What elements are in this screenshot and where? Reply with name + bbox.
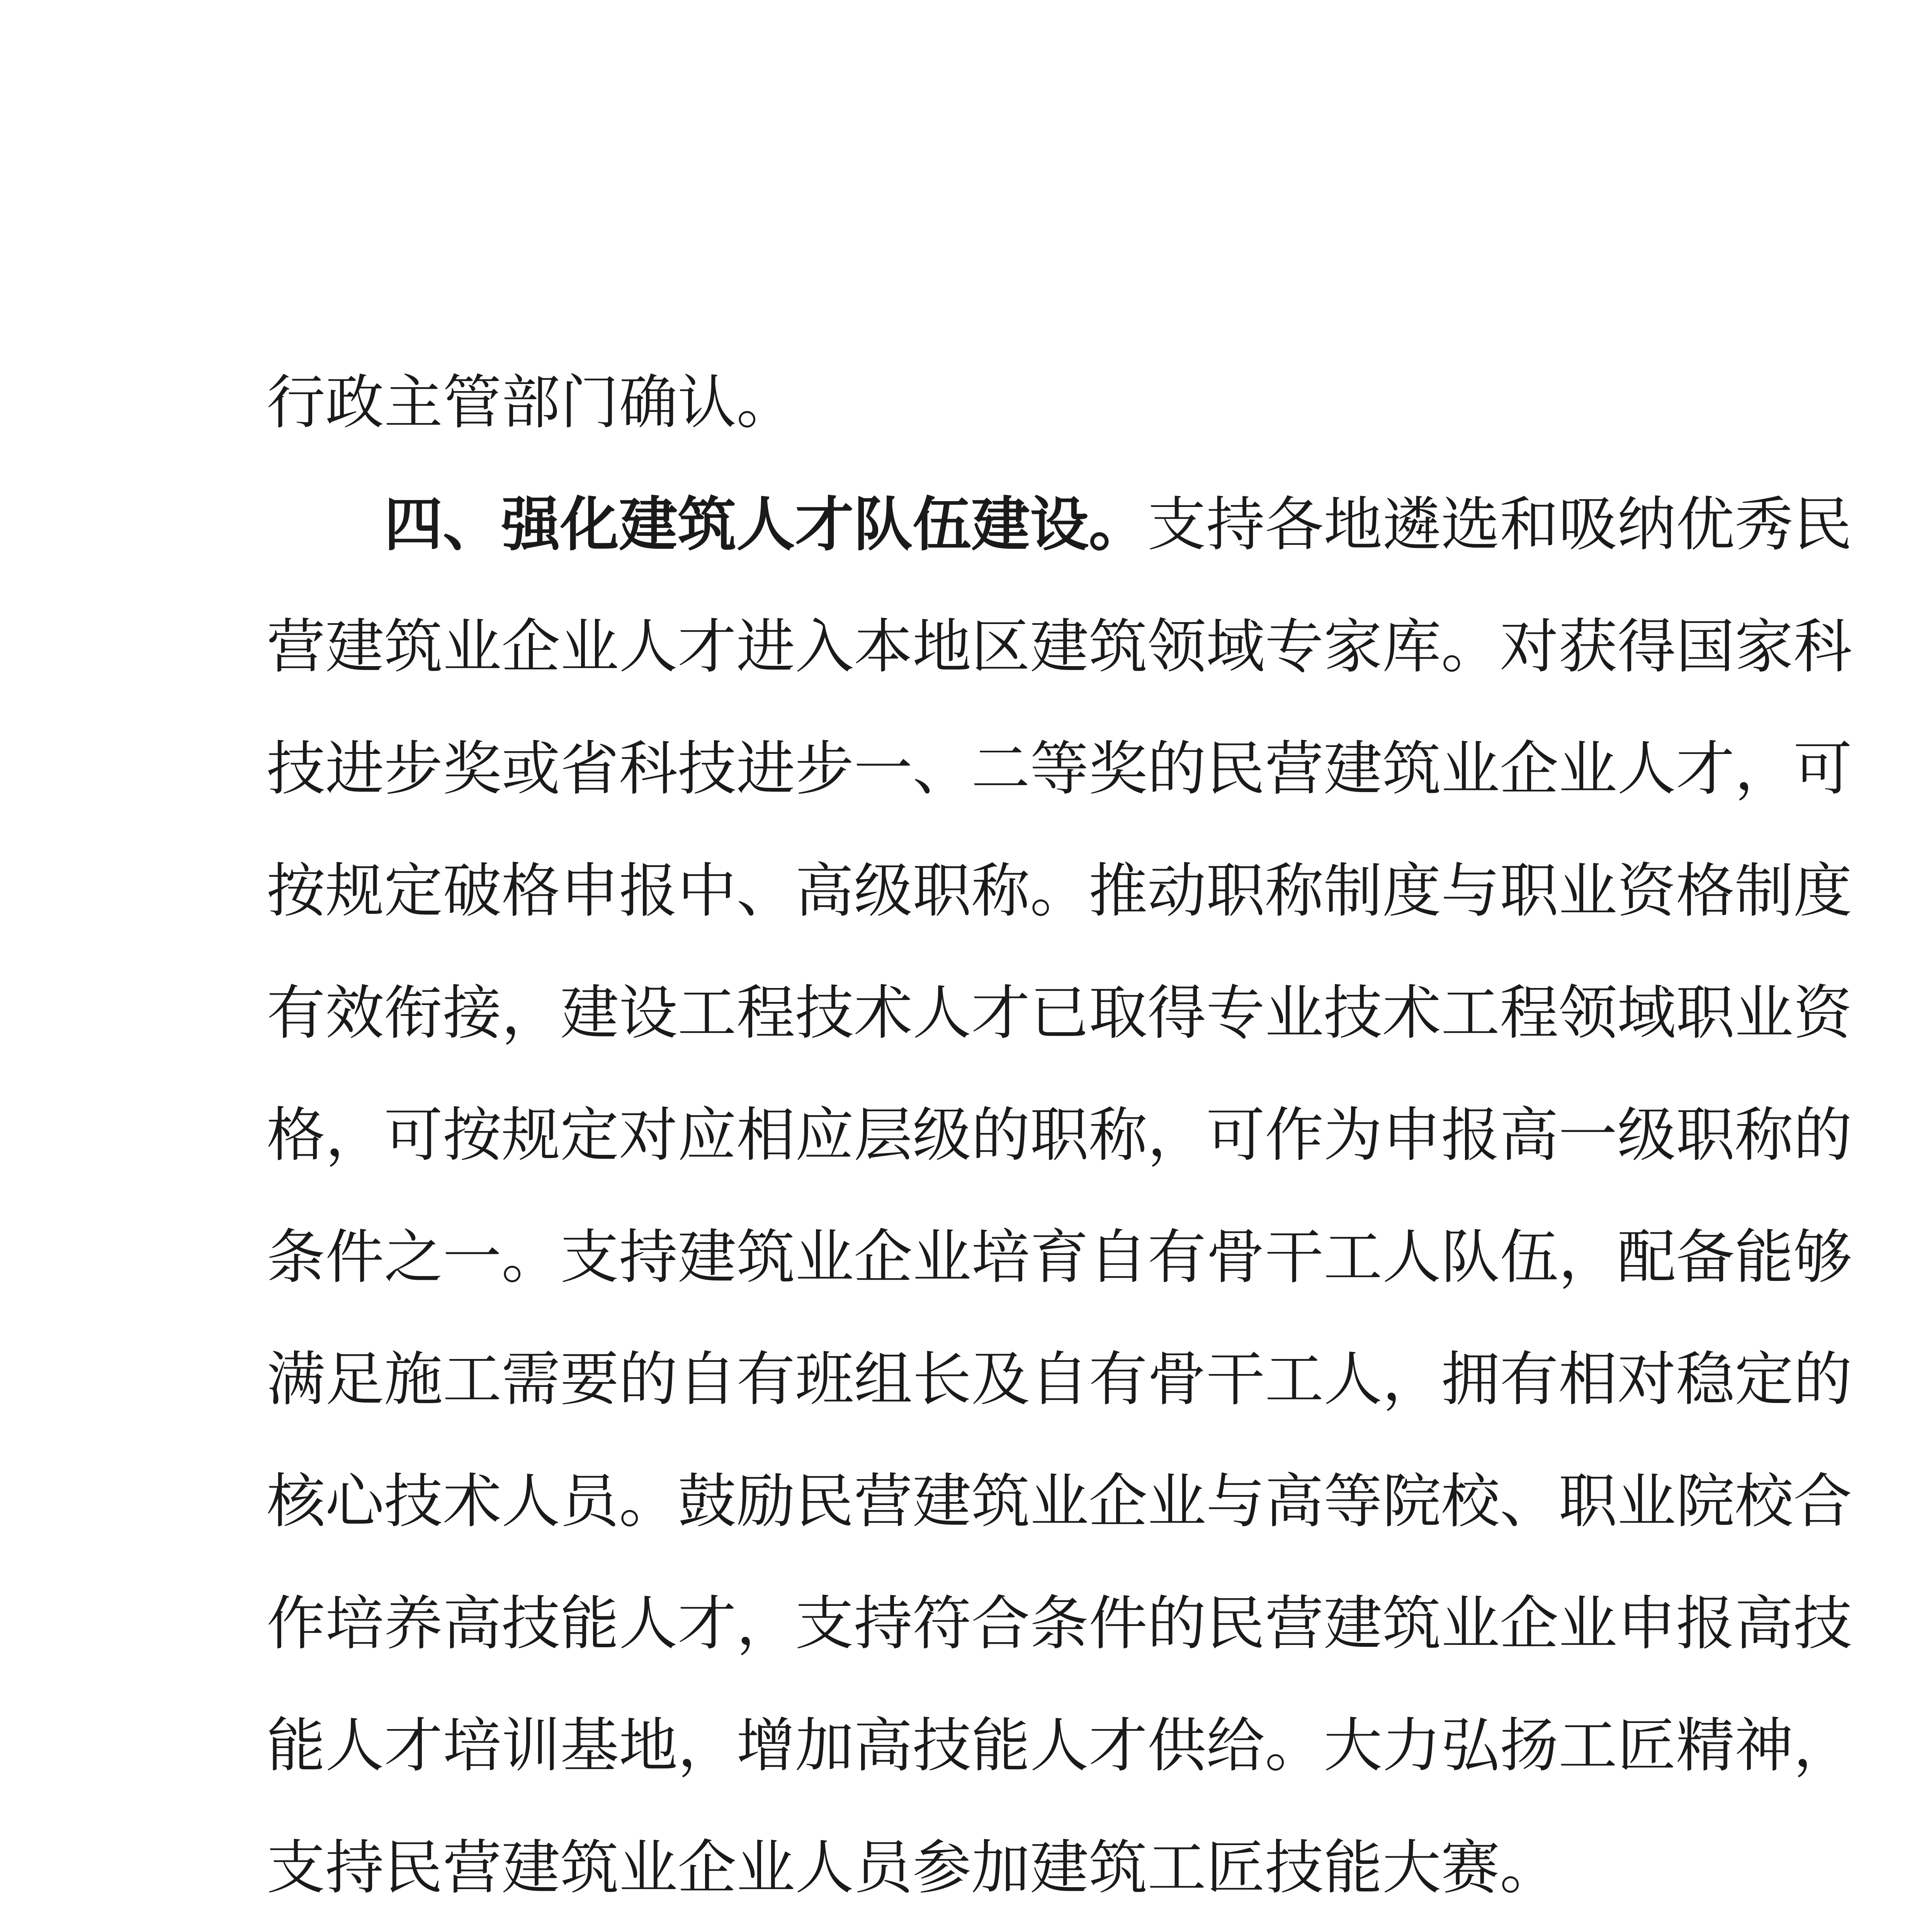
- text-line: [267, 1223, 1852, 1291]
- line-text: 支持各地遴选和吸纳优秀民: [1147, 490, 1852, 559]
- text-line: [267, 735, 1852, 803]
- text-line: [267, 857, 1852, 925]
- line-text: 格，可按规定对应相应层级的职称，可作为申报高一级职称的: [267, 1101, 1852, 1169]
- line-text: 支持民营建筑业企业人员参加建筑工匠技能大赛。: [267, 1833, 1558, 1902]
- line-text: 行政主管部门确认。: [267, 368, 795, 437]
- line-text: 能人才培训基地，增加高技能人才供给。大力弘扬工匠精神，: [267, 1711, 1852, 1780]
- text-line: [267, 1101, 1852, 1169]
- line-text: 有效衔接，建设工程技术人才已取得专业技术工程领域职业资: [267, 979, 1852, 1047]
- line-text: 营建筑业企业人才进入本地区建筑领域专家库。对获得国家科: [267, 612, 1852, 681]
- line-text: 按规定破格申报中、高级职称。推动职称制度与职业资格制度: [267, 857, 1852, 925]
- section-heading: 四、强化建筑人才队伍建设。: [384, 490, 1147, 559]
- line-text: 核心技术人员。鼓励民营建筑业企业与高等院校、职业院校合: [267, 1467, 1852, 1536]
- text-line: [267, 369, 1694, 436]
- line-text: 作培养高技能人才，支持符合条件的民营建筑业企业申报高技: [267, 1589, 1852, 1658]
- text-line: [267, 612, 1852, 681]
- text-line: [267, 1345, 1852, 1413]
- line-text: 满足施工需要的自有班组长及自有骨干工人，拥有相对稳定的: [267, 1345, 1852, 1413]
- line-text: 条件之一。支持建筑业企业培育自有骨干工人队伍，配备能够: [267, 1223, 1852, 1291]
- text-line: [267, 1467, 1852, 1536]
- text-line: [267, 1834, 1694, 1901]
- text-line: [267, 1589, 1852, 1658]
- text-line: [267, 490, 1852, 559]
- body-text: [267, 368, 1852, 1932]
- line-text: 技进步奖或省科技进步一、二等奖的民营建筑业企业人才，可: [267, 735, 1852, 803]
- text-line: [267, 1711, 1852, 1780]
- text-line: [267, 979, 1852, 1047]
